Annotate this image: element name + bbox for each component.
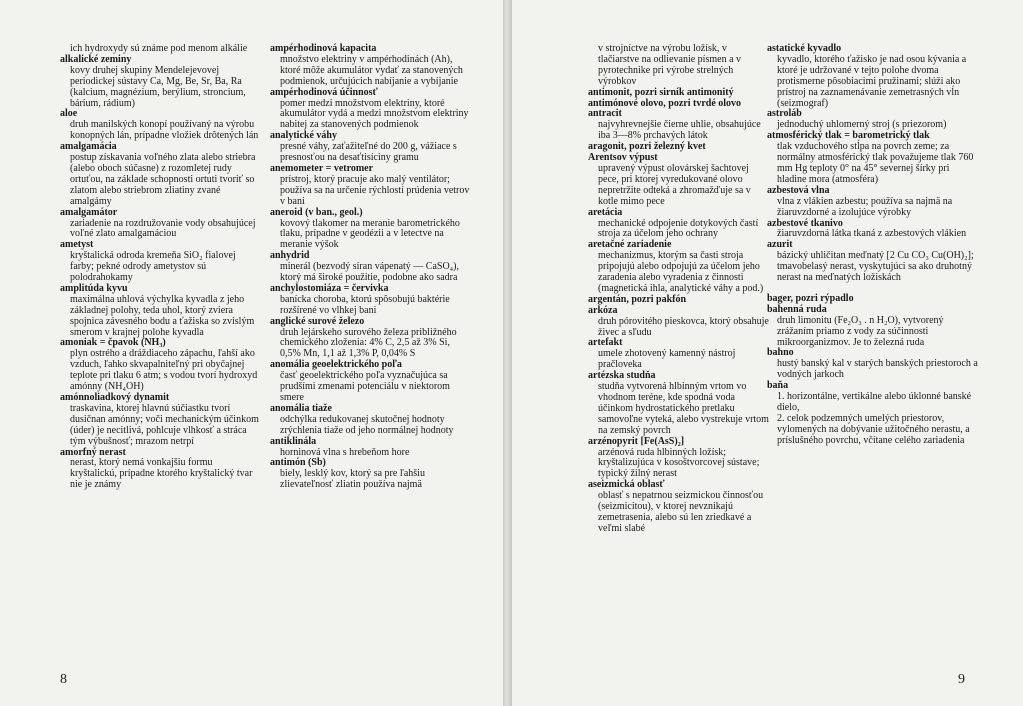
- right-column-1: [588, 44, 770, 535]
- entry-term: bager, pozri rýpadlo: [767, 292, 854, 304]
- entry-definition: minerál (bezvodý síran vápenatý — CaSO₄), ktorý má široké použitie, podobne ako sadra: [280, 261, 459, 284]
- glossary-entry: [767, 381, 979, 414]
- entry-definition: kyvadlo, ktorého ťažisko je nad osou kývania a ktoré je udržované v tejto polohe dvoma protismerne pôsobiacimi pružinami; slúži ako prístroj na zaznamenávanie zemetrasných vĺn (seizmograf): [777, 53, 967, 109]
- entry-term: alkalické zeminy: [60, 53, 132, 65]
- glossary-entry: [588, 153, 770, 208]
- entry-term: artefakt: [588, 337, 623, 349]
- glossary-entry: [588, 109, 770, 142]
- entry-term: aneroid (v ban., geol.): [270, 206, 363, 218]
- glossary-entry: [767, 219, 979, 241]
- right-column-2: [767, 44, 979, 447]
- left-column-2: [270, 44, 470, 491]
- entry-definition: časť geoelektrického poľa vyznačujúca sa prudšími zmenami potenciálu v niektorom smere: [280, 370, 450, 403]
- right-page: [512, 0, 1023, 706]
- entry-definition: vlna z vlákien azbestu; používa sa najmä na žiaruvzdorné a izolujúce výrobky: [777, 195, 953, 218]
- entry-definition: traskavina, ktorej hlavnú súčiastku tvorí dusičnan amónny; voči mechanickým účinkom (úder) je necitlivá, pohlcuje vlhkosť a stráca tým výbušnosť; mrazom netrpí: [70, 402, 259, 447]
- glossary-entry: [270, 208, 470, 252]
- glossary-entry: [588, 437, 770, 481]
- entry-term: anchylostomiáza = červivka: [270, 282, 389, 294]
- entry-definition: odchýlka redukovanej skutočnej hodnoty zrýchlenia tiaže od jeho normálnej hodnoty: [280, 413, 454, 436]
- glossary-entry: [60, 142, 260, 207]
- entry-term: ampérhodinová kapacita: [270, 43, 377, 54]
- glossary-entry: [60, 240, 260, 284]
- glossary-entry: [60, 338, 260, 393]
- entry-term: aragonit, pozri železný kvet: [588, 141, 706, 153]
- entry-definition: druh lejárskeho surového železa približného chemického zloženia: 4% C, 2,5 až 3% Si, 0,5% Mn, 1,1 až 1,3% P, 0,04% S: [280, 326, 457, 360]
- glossary-entry: [588, 371, 770, 436]
- glossary-entry: [270, 360, 470, 404]
- entry-definition: druh limonitu (Fe₂O₃ . n H₂O), vytvorený zrážaním priamo z vody za súčinnosti mikroorganizmov. Je to železná ruda: [777, 314, 944, 348]
- glossary-entry: [270, 88, 470, 132]
- entry-term: baňa: [767, 380, 789, 392]
- entry-definition: prístroj, ktorý pracuje ako malý ventilátor; používa sa na určenie rýchlostí prúdenia vetrov v bani: [280, 173, 470, 207]
- entry-term: amalgamácia: [60, 141, 117, 153]
- entry-definition: bázický uhličitan meďnatý [2 Cu CO₃ Cu(OH)₂]; tmavobelasý nerast, vyskytujúci sa ako druhotný nerast na meďnatých ložiskách: [777, 250, 974, 284]
- entry-definition: v strojníctve na výrobu ložísk, v tlačiarstve na odlievanie písmen a v pyrotechnike pri výrobe strelných výrobkov: [598, 43, 742, 87]
- entry-term: azbestová vlna: [767, 184, 830, 196]
- entry-term: anomália geoelektrického poľa: [270, 359, 402, 371]
- entry-definition: kovy druhej skupiny Mendelejevovej periodickej sústavy Ca, Mg, Be, Sr, Ba, Ra (kalcium, magnézium, berýlium, stroncium, bárium, rádium): [70, 64, 246, 109]
- entry-definition: 2. celok podzemných umelých priestorov, vylomených na dobývanie užitočného nerastu, a príslušného povrchu, včítane celého zariadenia: [777, 412, 970, 446]
- entry-term: aretácia: [588, 206, 623, 218]
- glossary-entry: [767, 305, 979, 349]
- entry-term: azbestové tkanivo: [767, 217, 843, 229]
- entry-term: amorfný nerast: [60, 446, 126, 458]
- entry-term: amónnoliadkový dynamit: [60, 392, 170, 403]
- entry-term: aseizmická oblasť: [588, 479, 665, 491]
- entry-term: arkóza: [588, 304, 618, 316]
- entry-definition: kryštalická odroda kremeňa SiO₂ fialovej farby; pekné odrody ametystov sú polodrahokamy: [70, 250, 236, 284]
- glossary-entry: [270, 317, 470, 361]
- entry-term: anomália tiaže: [270, 402, 332, 414]
- entry-term: antracit: [588, 108, 622, 120]
- entry-definition: tlak vzduchového stĺpa na povrch zeme; za normálny atmosférický tlak považujeme tlak 760 mm Hg teploty 0° na 45° severnej šírky pri hladine mora (atmosféra): [777, 141, 974, 185]
- entry-term: amoniak = čpavok (NH₃): [60, 337, 166, 349]
- entry-term: bahno: [767, 347, 794, 359]
- entry-term: antimón (Sb): [270, 457, 326, 469]
- entry-definition: banícka choroba, ktorú spôsobujú baktérie rozšírené vo vlhkej bani: [280, 293, 450, 316]
- entry-definition: presné váhy, zaťažiteľné do 200 g, vážiace s presnosťou na desaťtisíciny gramu: [280, 141, 457, 164]
- glossary-entry: [767, 240, 979, 284]
- entry-term: ampérhodinová účinnosť: [270, 86, 378, 98]
- glossary-entry: [588, 44, 770, 88]
- entry-definition: kovový tlakomer na meranie barometrického tlaku, prípadne v geodézii a v letectve na meranie výšok: [280, 217, 460, 251]
- entry-term: amalgamátor: [60, 206, 118, 218]
- glossary-entry: [60, 109, 260, 142]
- glossary-entry: [270, 404, 470, 437]
- entry-term: astatické kyvadlo: [767, 43, 842, 54]
- glossary-entry: [60, 55, 260, 110]
- entry-term: aretačné zariadenie: [588, 239, 672, 251]
- entry-definition: ich hydroxydy sú známe pod menom alkálie: [70, 43, 248, 54]
- glossary-entry: [60, 393, 260, 448]
- left-column-1: [60, 44, 260, 491]
- glossary-entry: [767, 348, 979, 381]
- glossary-entry: [588, 306, 770, 339]
- entry-term: anhydrid: [270, 250, 310, 262]
- entry-definition: plyn ostrého a dráždiaceho zápachu, ľahší ako vzduch, ľahko skvapalniteľný pri obyčajnej teplote pri tlaku 6 atm; s vodou tvorí hydroxyd amónny (NH₄OH): [70, 348, 258, 393]
- entry-definition: nerast, ktorý nemá vonkajšiu formu kryštalickú, prípadne ktorého kryštalický tvar nie je známy: [70, 457, 253, 491]
- entry-term: argentán, pozri pakfón: [588, 293, 687, 305]
- entry-definition: žiaruvzdorná látka tkaná z azbestových vlákien: [777, 228, 967, 240]
- entry-term: Arentsov výpust: [588, 152, 658, 164]
- entry-definition: upravený výpust olovárskej šachtovej pece, pri ktorej vyredukované olovo nepretržite odteká a zhromažďuje sa v kotle mimo pece: [598, 162, 751, 207]
- entry-definition: arzénová ruda hlbinných ložísk; kryštalizujúca v kosoštvorcovej sústave; typický žilný nerast: [598, 446, 760, 480]
- entry-term: anglické surové železo: [270, 315, 365, 327]
- entry-definition: jednoduchý uhlomerný stroj (s priezorom): [777, 119, 947, 131]
- entry-term: bahenná ruda: [767, 303, 827, 315]
- glossary-entry: [60, 284, 260, 339]
- entry-term: antimónové olovo, pozri tvrdé olovo: [588, 97, 742, 109]
- entry-term: analytické váhy: [270, 130, 337, 142]
- entry-definition: mechanické odpojenie dotykových častí stroja za účelom jeho ochrany: [598, 217, 759, 240]
- entry-definition: oblasť s nepatrnou seizmickou činnosťou (seizmicitou), v ktorej nevznikajú zemetrasenia, alebo sú len zriedkavé a veľmi slabé: [598, 490, 764, 534]
- entry-term: antimonit, pozri sirník antimonitý: [588, 86, 734, 98]
- glossary-entry: [767, 44, 979, 109]
- glossary-entry: [270, 437, 470, 459]
- glossary-entry: [270, 284, 470, 317]
- glossary-entry: [767, 186, 979, 219]
- glossary-entry: [270, 164, 470, 208]
- entry-term: atmosférický tlak = barometrický tlak: [767, 130, 930, 142]
- glossary-entry: [60, 208, 260, 241]
- entry-definition: mechanizmus, ktorým sa časti stroja pripojujú alebo odpojujú za účelom jeho zaradenia alebo vyradenia z činnosti (magnetická ihla, analytické váhy a pod.): [598, 250, 764, 294]
- book-gutter: [503, 0, 512, 706]
- glossary-entry: [60, 448, 260, 492]
- page-number-right: 9: [958, 672, 965, 687]
- glossary-entry: [270, 458, 470, 491]
- entry-definition: 1. horizontálne, vertikálne alebo úklonné banské dielo,: [777, 391, 972, 413]
- entry-definition: druh manilských konopí používaný na výrobu konopných lán, prípadne vložiek drôtených lán: [70, 119, 259, 142]
- entry-definition: pomer medzi množstvom elektriny, ktoré akumulátor vydá a medzi množstvom elektriny nabitej za stanovených podmienok: [280, 97, 469, 131]
- glossary-entry: [270, 131, 470, 164]
- entry-term: aloe: [60, 108, 78, 120]
- entry-definition: najvyhrevnejšie čierne uhlie, obsahujúce iba 3—8% prchavých látok: [598, 119, 761, 142]
- entry-definition: zariadenie na rozdružovanie vody obsahujúcej voľné zlato amalgamáciou: [70, 217, 256, 240]
- entry-definition: umele zhotovený kamenný nástroj pračloveka: [598, 348, 736, 371]
- left-page: [0, 0, 503, 706]
- entry-term: ametyst: [60, 239, 94, 251]
- entry-term: artézska studňa: [588, 370, 656, 382]
- page-number-left: 8: [60, 672, 67, 687]
- glossary-entry: [588, 208, 770, 241]
- glossary-entry: [588, 240, 770, 295]
- entry-definition: hustý banský kal v starých banských priestoroch a vodných jarkoch: [777, 358, 978, 381]
- entry-definition: maximálna uhlová výchylka kyvadla z jeho základnej polohy, teda uhol, ktorý zviera spojnica závesného bodu a ťažiska so zvislým smerom v krajnej polohe kyvadla: [70, 293, 255, 338]
- entry-definition: studňa vytvorená hlbinným vrtom vo vhodnom teréne, kde spodná voda účinkom hydrostatického pretlaku samovoľne vyteká, alebo vystrekuje vrtom na zemský povrch: [598, 381, 769, 436]
- glossary-entry: [270, 44, 470, 88]
- entry-term: amplitúda kyvu: [60, 282, 128, 294]
- glossary-entry: [767, 414, 979, 447]
- glossary-entry: [588, 480, 770, 535]
- glossary-entry: [767, 131, 979, 186]
- glossary-entry: [588, 88, 770, 99]
- entry-definition: horninová vlna s hrebeňom hore: [280, 446, 410, 458]
- entry-term: azurit: [767, 239, 793, 251]
- entry-definition: biely, lesklý kov, ktorý sa pre ľahšiu zlievateľnosť zliatin používa najmä: [280, 468, 425, 491]
- entry-term: anemometer = vetromer: [270, 162, 374, 174]
- entry-term: antiklinála: [270, 435, 317, 447]
- entry-definition: druh pórovitého pieskovca, ktorý obsahuje živec a sľudu: [598, 315, 769, 338]
- glossary-entry: [270, 251, 470, 284]
- entry-term: arzénopyrit [Fe(AsS)₂]: [588, 435, 685, 447]
- glossary-entry: [588, 338, 770, 371]
- entry-definition: postup získavania voľného zlata alebo striebra (alebo oboch súčasne) z rozomletej rudy ortuťou, na základe schopnosti ortuti tvoriť so zlatom alebo striebrom zliatiny zvané amalgámy: [70, 152, 256, 207]
- entry-term: astroláb: [767, 108, 802, 120]
- glossary-entry: [767, 109, 979, 131]
- entry-definition: množstvo elektriny v ampérhodinách (Ah), ktoré môže akumulátor vydať za stanovených podmienok, určujúcich nabíjanie a vybíjanie: [280, 53, 463, 87]
